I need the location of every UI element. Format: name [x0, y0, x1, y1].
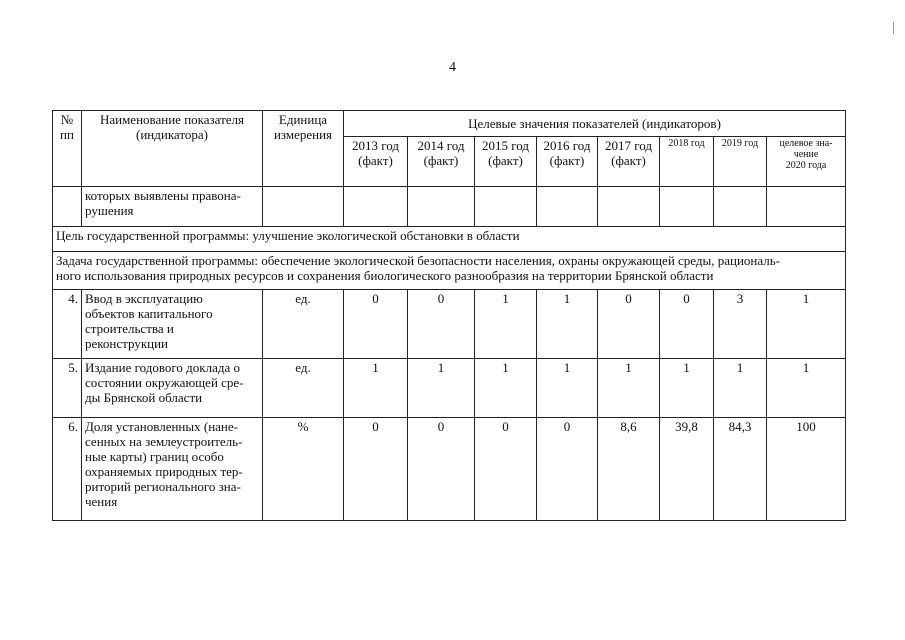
- year-header-line: (факт): [423, 153, 459, 168]
- name-line: Доля установленных (нане-: [85, 419, 238, 434]
- name-line: объектов капитального: [85, 306, 213, 321]
- continuation-value-cell: [714, 187, 767, 227]
- continuation-value-cell: [598, 187, 660, 227]
- value-2013: 1: [344, 359, 408, 418]
- name-line: Издание годового доклада о: [85, 360, 240, 375]
- goal-cell: Цель государственной программы: улучшение экологической обстановки в области: [53, 227, 846, 252]
- continuation-value-cell: [344, 187, 408, 227]
- name-line: которых выявлены правона-: [85, 188, 241, 203]
- row-number: 4.: [53, 290, 82, 359]
- continuation-value-cell: [475, 187, 537, 227]
- year-header-2013: [344, 137, 408, 187]
- value-2014: 0: [408, 418, 475, 521]
- value-2019: 3: [714, 290, 767, 359]
- name-line: реконструкции: [85, 336, 169, 351]
- continuation-num-cell: [53, 187, 82, 227]
- header-row-1: [53, 111, 846, 137]
- year-header-line: 2015 год: [482, 138, 529, 153]
- continuation-name-cell: [82, 187, 263, 227]
- name-line: чения: [85, 494, 118, 509]
- col-header-name-line: Наименование показателя: [99, 112, 245, 127]
- year-header-2015: [475, 137, 537, 187]
- value-2020-target: 1: [767, 290, 846, 359]
- unit-cell: %: [263, 418, 344, 521]
- value-2017: 0: [598, 290, 660, 359]
- name-line: состоянии окружающей сре-: [85, 375, 244, 390]
- name-line: Ввод в эксплуатацию: [85, 291, 203, 306]
- col-header-number-line: пп: [60, 127, 74, 142]
- col-header-unit-line: измерения: [273, 127, 333, 142]
- unit-cell: ед.: [263, 290, 344, 359]
- value-2017: 1: [598, 359, 660, 418]
- name-line: ные карты) границ особо: [85, 449, 224, 464]
- year-header-2017: [598, 137, 660, 187]
- row-number: 5.: [53, 359, 82, 418]
- year-header-line: 2016 год: [543, 138, 591, 153]
- col-header-unit: [263, 111, 344, 187]
- value-2017: 8,6: [598, 418, 660, 521]
- continuation-unit-cell: [263, 187, 344, 227]
- col-header-unit-line: Единица: [278, 112, 328, 127]
- name-line: строительства и: [85, 321, 174, 336]
- year-header-line: 2020 года: [785, 160, 827, 171]
- scan-edge-mark: [893, 22, 894, 34]
- value-2015: 1: [475, 290, 537, 359]
- col-header-number-line: №: [60, 112, 74, 127]
- table-row: [53, 290, 846, 359]
- year-header-line: (факт): [358, 153, 393, 168]
- year-header-line: (факт): [549, 153, 585, 168]
- value-2018: 0: [660, 290, 714, 359]
- year-header-line: (факт): [488, 153, 523, 168]
- year-header-line: 2018 год: [668, 138, 705, 149]
- page-number: 4: [449, 60, 456, 75]
- value-2013: 0: [344, 418, 408, 521]
- year-header-line: чение: [793, 149, 819, 160]
- value-2013: 0: [344, 290, 408, 359]
- year-header-line: целевое зна-: [779, 138, 833, 149]
- year-header-2018: [660, 137, 714, 187]
- value-2020-target: 100: [767, 418, 846, 521]
- year-header-line: (факт): [611, 153, 646, 168]
- name-line: рушения: [85, 203, 134, 218]
- value-2015: 1: [475, 359, 537, 418]
- col-header-targets: Целевые значения показателей (индикаторов): [344, 111, 846, 137]
- col-header-name-line: (индикатора): [136, 127, 208, 142]
- row-number: 6.: [53, 418, 82, 521]
- continuation-value-cell: [660, 187, 714, 227]
- year-header-2016: [537, 137, 598, 187]
- value-2018: 39,8: [660, 418, 714, 521]
- value-2014: 0: [408, 290, 475, 359]
- value-2016: 0: [537, 418, 598, 521]
- name-line: сенных на землеустроитель-: [85, 434, 243, 449]
- indicator-name: [82, 290, 263, 359]
- value-2020-target: 1: [767, 359, 846, 418]
- year-header-line: 2013 год: [352, 138, 399, 153]
- value-2019: 1: [714, 359, 767, 418]
- value-2014: 1: [408, 359, 475, 418]
- goal-row: [53, 227, 846, 252]
- value-2018: 1: [660, 359, 714, 418]
- task-line: Задача государственной программы: обеспечение экологической безопасности населения, охраны окружающей среды, рациональ-: [56, 253, 781, 268]
- value-2019: 84,3: [714, 418, 767, 521]
- value-2015: 0: [475, 418, 537, 521]
- year-header-line: 2017 год: [605, 138, 652, 153]
- value-2016: 1: [537, 359, 598, 418]
- continuation-value-cell: [767, 187, 846, 227]
- indicator-name: [82, 359, 263, 418]
- year-header-line: 2014 год: [417, 138, 465, 153]
- year-header-2014: [408, 137, 475, 187]
- table-row: [53, 418, 846, 521]
- name-line: охраняемых природных тер-: [85, 464, 243, 479]
- year-header-line: 2019 год: [721, 138, 759, 149]
- table-row: [53, 359, 846, 418]
- continuation-value-cell: [408, 187, 475, 227]
- name-line: ды Брянской области: [85, 390, 203, 405]
- value-2016: 1: [537, 290, 598, 359]
- continuation-row: [53, 187, 846, 227]
- continuation-value-cell: [537, 187, 598, 227]
- col-header-name: [82, 111, 263, 187]
- name-line: риторий регионального зна-: [85, 479, 241, 494]
- indicator-name: [82, 418, 263, 521]
- unit-cell: ед.: [263, 359, 344, 418]
- indicators-table: [52, 110, 846, 521]
- col-header-number: [53, 111, 82, 187]
- year-header-2019: [714, 137, 767, 187]
- task-cell: [53, 252, 846, 290]
- task-row: [53, 252, 846, 290]
- task-line: ного использования природных ресурсов и сохранения биологического разнообразия на территории Брянской области: [56, 268, 714, 283]
- year-header-target-2020: [767, 137, 846, 187]
